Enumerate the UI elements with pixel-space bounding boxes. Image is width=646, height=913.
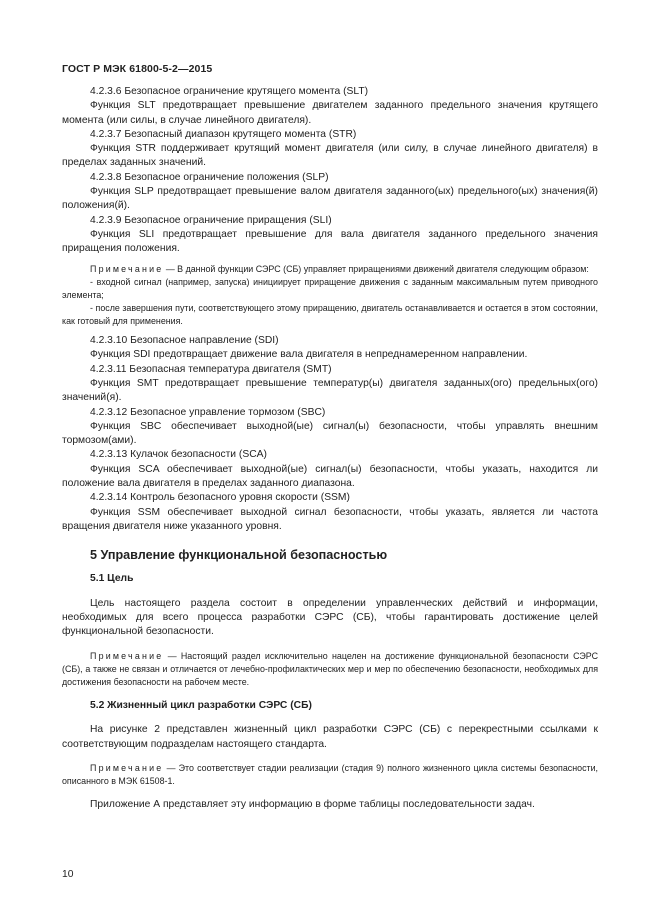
clause-text-sdi: Функция SDI предотвращает движение вала двигателя в непреднамеренном направлении. — [90, 349, 528, 361]
document-header: ГОСТ Р МЭК 61800-5-2—2015 — [62, 63, 213, 75]
section-5-heading: 5 Управление функциональной безопасностью — [90, 548, 388, 563]
clause-text-slp: Функция SLP предотвращает превышение валом двигателя заданного(ых) предельного(ых) значения(й) положения(й). — [62, 186, 598, 212]
note-1-item-2: - после завершения пути, соответствующего этому приращению, двигатель останавливается и остается в этом состоянии, как готовый для применения. — [62, 302, 598, 326]
clause-heading-4-2-3-8: 4.2.3.8 Безопасное ограничение положения (SLP) — [90, 171, 329, 183]
clause-text-slt: Функция SLT предотвращает превышение двигателем заданного предельного значения крутящего момента (или силы, в случае линейного двигателя). — [62, 100, 598, 126]
clause-text-smt: Функция SMT предотвращает превышение температур(ы) двигателя заданных(ого) предельных(ого) значений(я). — [62, 377, 598, 404]
note-label: Примечание — [90, 263, 164, 274]
note-text: — Настоящий раздел исключительно нацелен на достижение функциональной безопасности СЭРС (СБ), а также не связан и отличается от лечебно-профилактических мер и мер по обеспечению безопасности, необходимых для достижения безопасности на рабочем месте. — [62, 650, 598, 687]
clause-text-sca: Функция SCA обеспечивает выходной(ые) сигнал(ы) безопасности, чтобы указать, находится ли положение вала двигателя в пределах заданного диапазона. — [62, 463, 598, 489]
note-3 — [62, 762, 598, 788]
section-5-2-text: На рисунке 2 представлен жизненный цикл разработки СЭРС (СБ) с перекрестными ссылками к соответствующим подразделам настоящего стандарта. — [62, 724, 598, 750]
note-label: Примечание — [90, 762, 164, 773]
page-number: 10 — [62, 869, 74, 880]
clause-heading-4-2-3-13: 4.2.3.13 Кулачок безопасности (SCA) — [90, 449, 267, 461]
clause-heading-4-2-3-6: 4.2.3.6 Безопасное ограничение крутящего момента (SLT) — [90, 86, 369, 97]
note-1 — [62, 263, 598, 276]
clause-heading-4-2-3-14: 4.2.3.14 Контроль безопасного уровня скорости (SSM) — [90, 492, 350, 504]
clause-text-sbc: Функция SBC обеспечивает выходной(ые) сигнал(ы) безопасности, чтобы управлять внешним тормозом(ами). — [62, 420, 598, 447]
clause-heading-4-2-3-7: 4.2.3.7 Безопасный диапазон крутящего момента (STR) — [90, 128, 357, 140]
clause-text-ssm: Функция SSM обеспечивает выходной сигнал безопасности, чтобы указать, является ли частота вращения двигателя ниже указанного уровня. — [62, 506, 598, 532]
clause-heading-4-2-3-9: 4.2.3.9 Безопасное ограничение приращения (SLI) — [90, 214, 332, 226]
section-5-1-heading: 5.1 Цель — [90, 573, 134, 585]
note-text: — В данной функции СЭРС (СБ) управляет приращениями движений двигателя следующим образом: — [163, 263, 589, 274]
annex-reference-text: Приложение А представляет эту информацию в форме таблицы последовательности задач. — [90, 799, 535, 811]
clause-heading-4-2-3-10: 4.2.3.10 Безопасное направление (SDI) — [90, 335, 279, 347]
note-2 — [62, 650, 598, 689]
note-1-item-1: - входной сигнал (например, запуска) инициирует приращение движения с заданным максимальным путем приводного элемента; — [62, 276, 598, 300]
note-label: Примечание — [90, 650, 164, 661]
document-body — [62, 85, 598, 812]
section-5-2-heading: 5.2 Жизненный цикл разработки СЭРС (СБ) — [90, 699, 312, 711]
clause-text-sli: Функция SLI предотвращает превышение для вала двигателя заданного предельного значения приращения положения. — [62, 228, 598, 255]
note-text: — Это соответствует стадии реализации (стадия 9) полного жизненного цикла системы безопасности, описанного в МЭК 61508-1. — [62, 762, 598, 786]
clause-heading-4-2-3-11: 4.2.3.11 Безопасная температура двигателя (SMT) — [90, 363, 332, 375]
section-5-1-text: Цель настоящего раздела состоит в определении управленческих действий и информации, необходимых для всего процесса разработки СЭРС (СБ), чтобы гарантировать достижение целей функциональной безопасности. — [62, 597, 598, 638]
clause-heading-4-2-3-12: 4.2.3.12 Безопасное управление тормозом (SBC) — [90, 406, 326, 418]
clause-text-str: Функция STR поддерживает крутящий момент двигателя (или силу, в случае линейного двигателя) в пределах заданных значений. — [62, 143, 598, 169]
